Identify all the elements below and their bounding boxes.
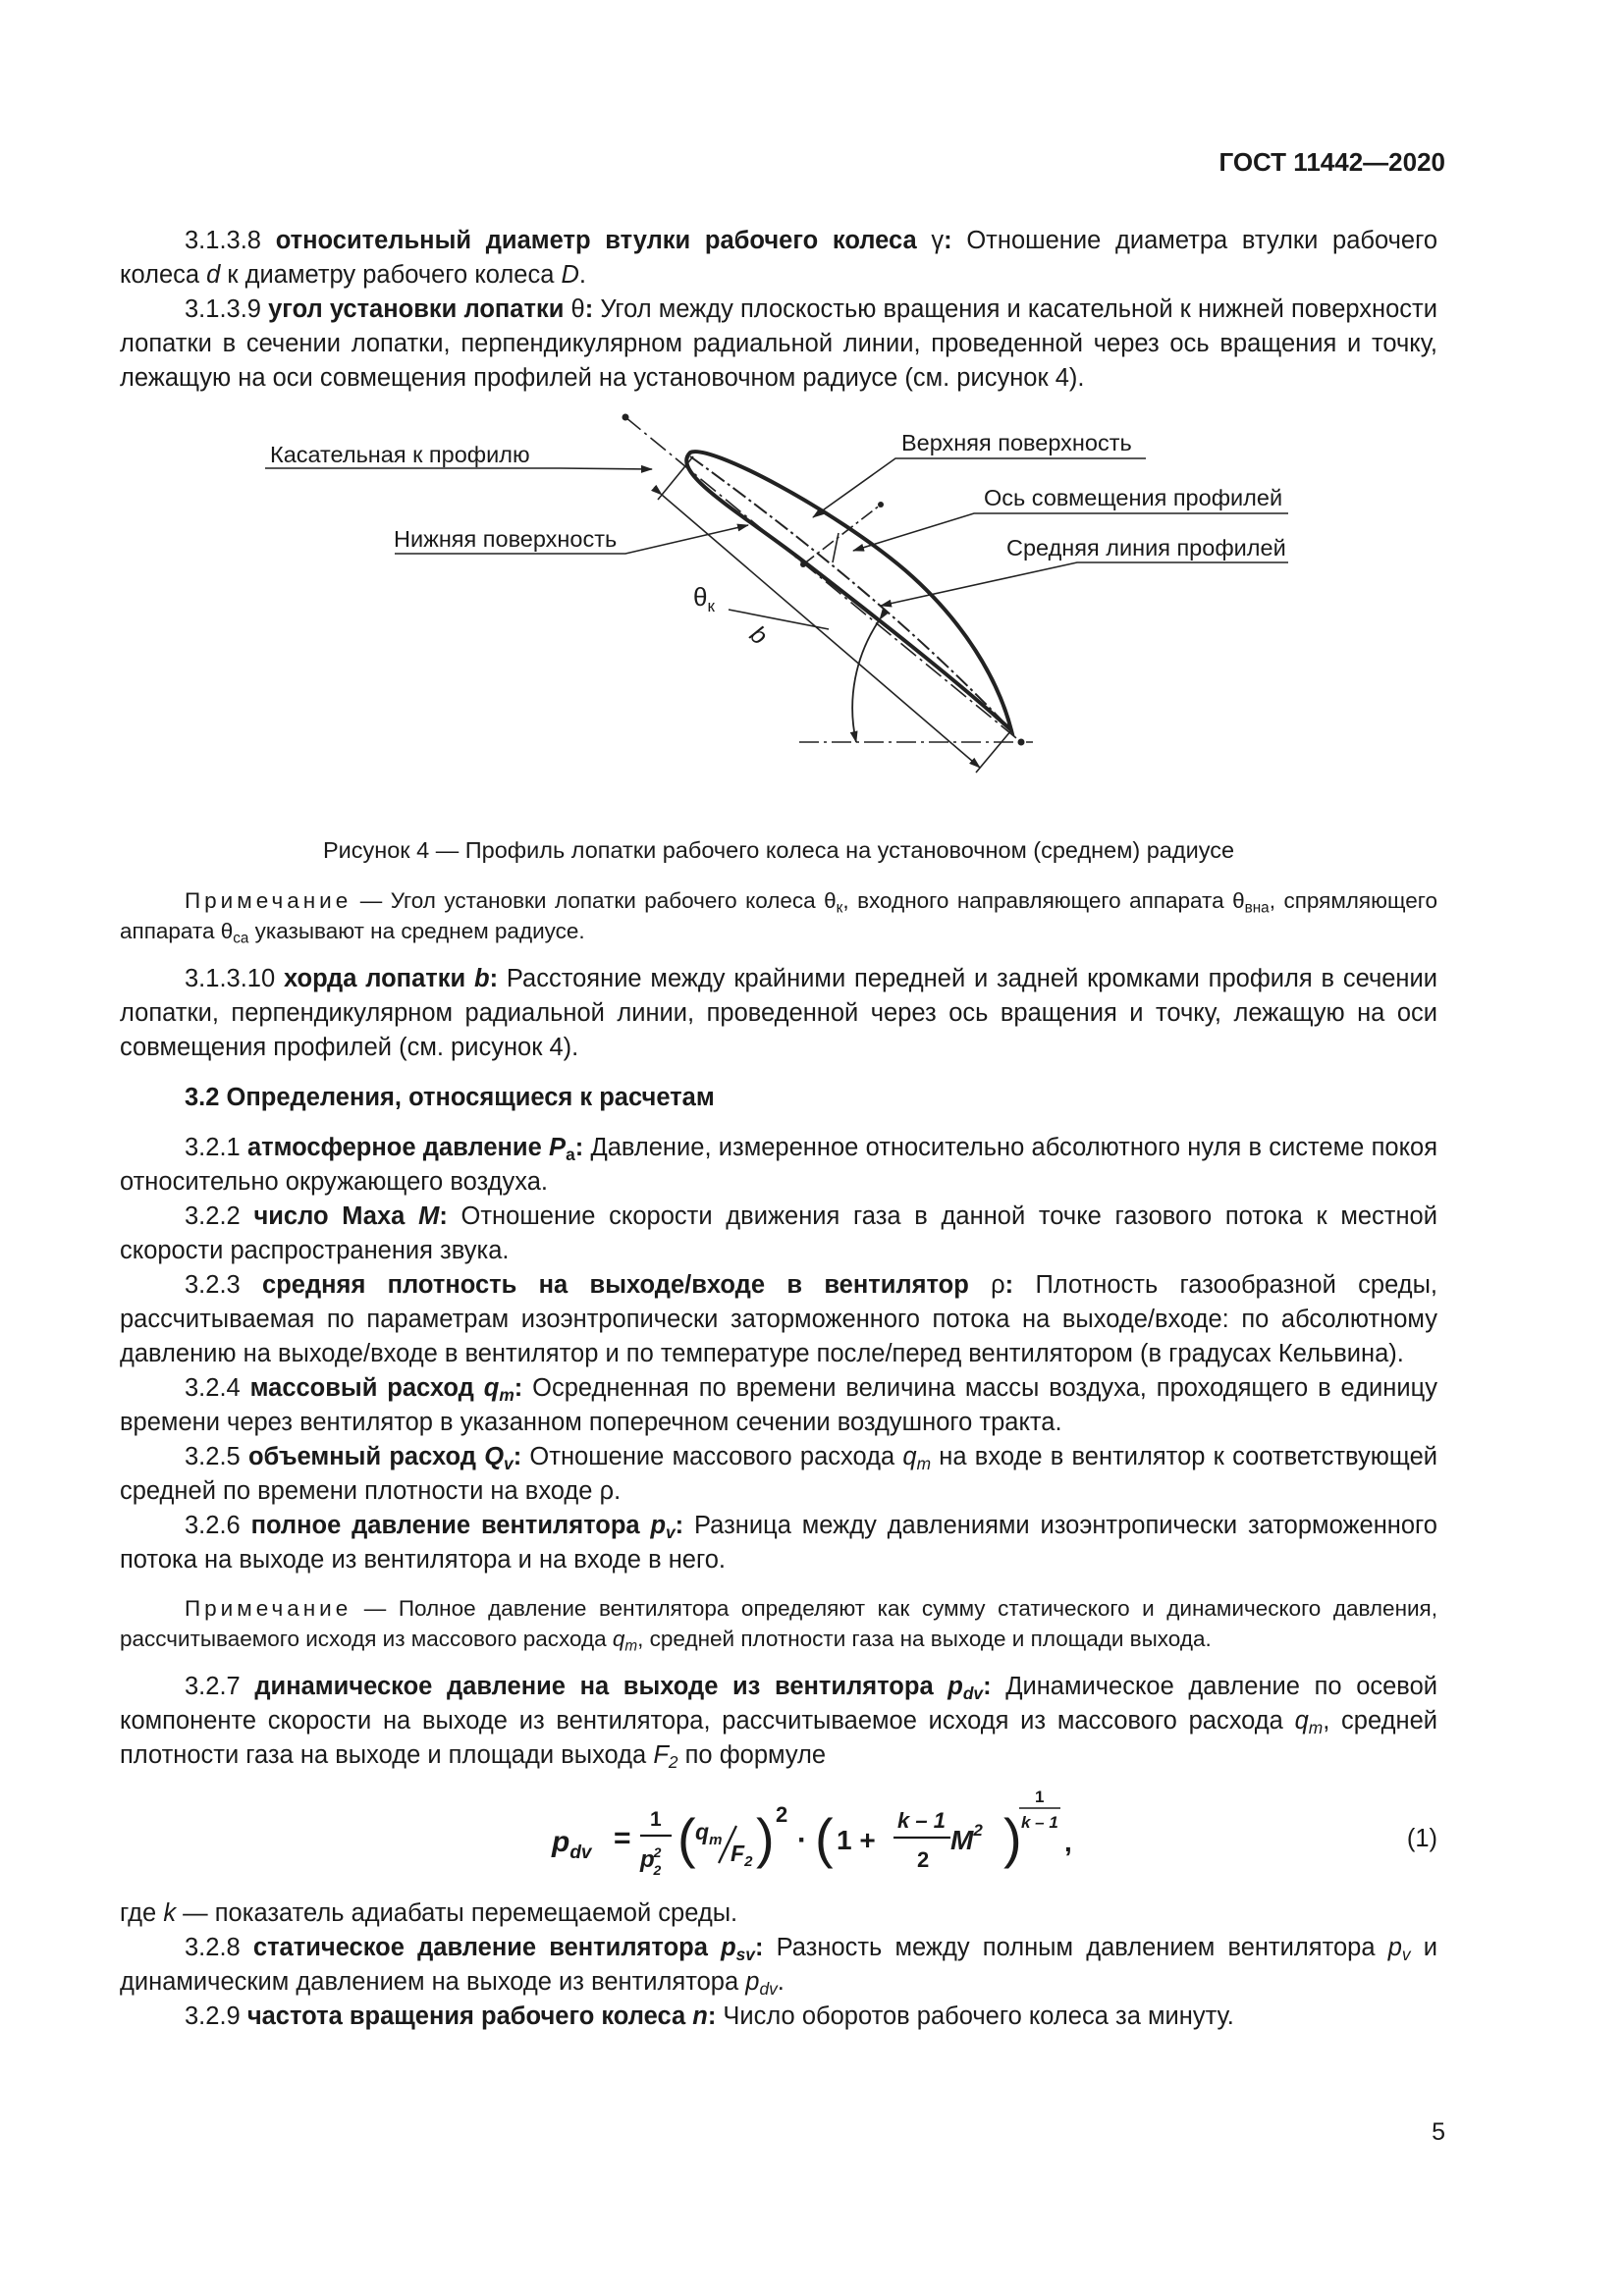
formula-two: 2 [917,1847,930,1872]
definition-3-2-8: 3.2.8 статическое давление вентилятора $p_{sv}$: Разность между полным давлением вентилятора $p_v$ и динамическим давлением на выходе из вентилятора $p_{dv}$. [120,1934,1437,1999]
label-profile-axis: Ось совмещения профилей [984,485,1283,510]
formula-comma: , [1064,1827,1072,1857]
definition-3-2-4: 3.2.4 массовый расход $q_m$: Осредненная по времени величина массы воздуха, проходящего в единицу времени через вентилятор в указанном поперечном сечении воздушного тракта. [120,1374,1437,1436]
definition-3-1-3-8: 3.1.3.8 относительный диаметр втулки рабочего колеса γ: Отношение диаметра втулки рабочего колеса d к диаметру рабочего колеса D. [120,227,1438,289]
formula-paren-close-2: ) [1003,1807,1022,1869]
definition-3-2-1: 3.2.1 атмосферное давление $P_a$: Давление, измеренное относительно абсолютного нуля в системе покоя относительно окружающего воздуха. [120,1134,1437,1196]
formula-square: 2 [776,1802,788,1827]
formula-F: $F_2$ [731,1841,753,1870]
leader-theta [729,610,829,629]
theta-arc [852,619,880,742]
formula-lhs: $p_{dv}$ [552,1826,592,1863]
trailing-edge-dot [1018,739,1025,746]
definition-3-2-3: 3.2.3 средняя плотность на выходе/входе в вентилятор ρ: Плотность газообразной среды, рассчитываемая по параметрам изоэнтропически заторможенного потока на выходе/входе: по абсолютному давлению на выходе/входе в вентилятор и по температуре после/перед вентилятором (в градусах Кельвина). [120,1271,1437,1367]
leader-mean [881,562,1288,606]
formula-M: $M^2$ [950,1821,983,1855]
page-number: 5 [1432,2118,1445,2146]
formula-one: 1 [650,1808,662,1831]
axis-start-dot [800,561,806,567]
label-lower-surface: Нижняя поверхность [394,526,618,552]
equation-number: (1) [1406,1825,1437,1852]
formula-paren-open-1: ( [677,1807,696,1869]
page-content [120,224,1437,2034]
formula-equals: = [614,1822,631,1854]
chord-dimension-line [662,495,980,768]
formula-exp-num: 1 [1035,1788,1045,1806]
figure-4-blade-profile [120,413,1437,826]
leader-tangent [265,468,652,469]
formula-1 [120,1783,1437,1891]
note-full-pressure: Примечание — Полное давление вентилятора определяют как сумму статического и динамического давления, рассчитываемого исходя из массового расхода $q_m$, средней плотности газа на выходе и площади выхода. [120,1596,1437,1655]
thickness-tick [833,533,839,562]
label-theta: $\theta_к$ [693,582,715,615]
label-mean-line: Средняя линия профилей [1006,535,1286,561]
formula-rho: p2 2 [640,1844,662,1878]
definition-3-2-5: 3.2.5 объемный расход $Q_v$: Отношение массового расхода $q_m$ на входе в вентилятор к соответствующей средней по времени плотности на входе ρ. [120,1443,1437,1505]
formula-paren-open-2: ( [815,1807,834,1869]
formula-paren-close-1: ) [756,1807,775,1869]
document-header: ГОСТ 11442—2020 [1218,147,1445,177]
tangent-end-dot [623,414,629,421]
definition-3-2-2: 3.2.2 число Маха M: Отношение скорости движения газа в данной точке газового потока к местной скорости распространения звука. [120,1202,1437,1264]
section-title-3-2: 3.2 Определения, относящиеся к расчетам [185,1084,715,1111]
blade-outline [686,452,1011,730]
formula-one-plus: 1 + [837,1825,876,1855]
profile-axis-line [803,505,881,564]
definition-3-2-9: 3.2.9 частота вращения рабочего колеса n: Число оборотов рабочего колеса за минуту. [185,2002,1234,2030]
formula-dynamic-pressure [120,1783,1347,1891]
formula-q: $q_m$ [695,1819,723,1848]
chord-extension-2 [976,730,1011,773]
definition-3-1-3-10: 3.1.3.10 хорда лопатки b: Расстояние между крайними передней и задней кромками профиля в сечении лопатки, перпендикулярном радиальной линии, проведенной через ось вращения и точку, лежащую на оси совмещения профилей (см. рисунок 4). [120,965,1438,1061]
axis-end-dot [878,502,884,507]
definition-3-1-3-9: 3.1.3.9 угол установки лопатки θ: Угол между плоскостью вращения и касательной к нижней поверхности лопатки в сечении лопатки, перпендикулярном радиальной линии, проведенной через ось вращения и точку, лежащую на оси совмещения профилей на установочном радиусе (см. рисунок 4). [120,295,1437,392]
label-chord-b: b [744,620,773,651]
figure-caption: Рисунок 4 — Профиль лопатки рабочего колеса на установочном (среднем) радиусе [322,837,1235,863]
chord-extension-1 [658,456,693,500]
definition-3-2-6: 3.2.6 полное давление вентилятора $p_v$: Разница между давлениями изоэнтропически заторможенного потока на выходе из вентилятора и на входе в него. [120,1512,1437,1574]
formula-exp-den: k – 1 [1021,1813,1058,1832]
definition-3-2-7: 3.2.7 динамическое давление на выходе из вентилятора $p_{dv}$: Динамическое давление по осевой компоненте скорости на выходе из вентилятора, рассчитываемое исходя из массового расхода $q_m$, средней плотности газа на выходе и площади выхода $F_2$ по формуле [120,1673,1437,1772]
formula-k-minus-1: k – 1 [897,1808,946,1833]
label-upper-surface: Верхняя поверхность [901,430,1132,455]
note-angle: Примечание — Угол установки лопатки рабочего колеса $\theta_к$, входного направляющего аппарата $\theta_{вна}$, спрямляющего аппарата $\theta_{са}$ указывают на среднем радиусе. [120,888,1437,947]
formula-dot: · [797,1824,807,1856]
label-tangent: Касательная к профилю [270,442,530,467]
blade-profile-diagram [120,413,1437,826]
where-clause: где k — показатель адиабаты перемещаемой среды. [120,1899,738,1927]
